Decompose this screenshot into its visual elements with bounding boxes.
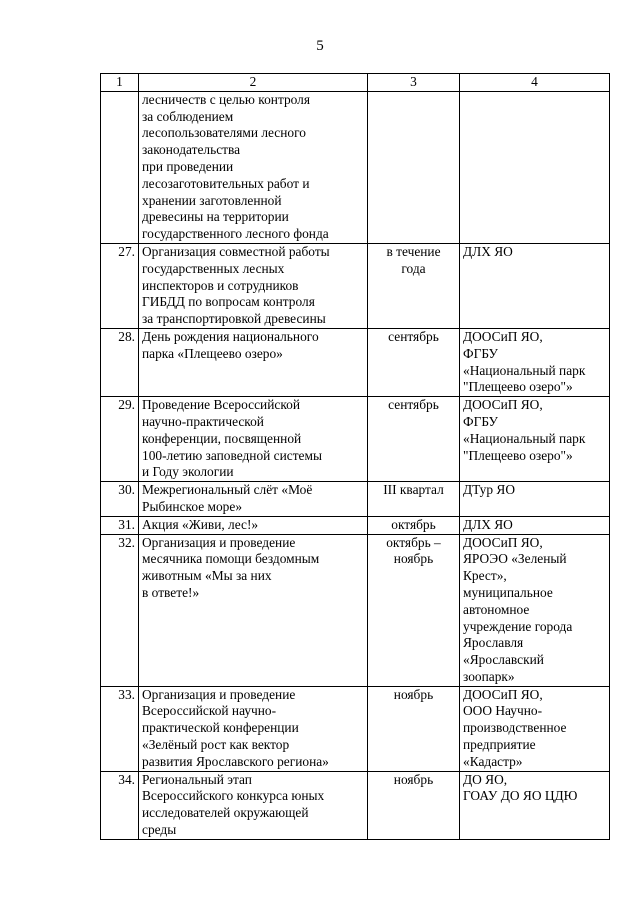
responsible-line: зоопарк» (463, 668, 515, 684)
table-row (101, 686, 610, 771)
event-line: практической конференции (142, 720, 299, 736)
term-line: сентябрь (388, 397, 439, 413)
responsible-line: «Кадастр» (463, 753, 523, 769)
event-line: государственного лесного фонда (142, 226, 329, 242)
term-cell (368, 686, 460, 771)
responsible-line: производственное (463, 720, 567, 736)
event-line: древесины на территории (142, 209, 289, 225)
event-line: при проведении (142, 158, 234, 174)
event-cell (139, 397, 368, 482)
responsible-cell (460, 686, 610, 771)
term-line: сентябрь (388, 328, 439, 344)
event-line: конференции, посвященной (142, 430, 302, 446)
table-header-row (101, 74, 610, 92)
event-cell (139, 771, 368, 839)
event-line: Акция «Живи, лес!» (142, 516, 259, 532)
table-row (101, 91, 610, 243)
event-line: за транспортировкой древесины (142, 311, 326, 327)
responsible-line: «Национальный парк (463, 362, 586, 378)
event-line: научно-практической (142, 413, 264, 429)
term-cell (368, 534, 460, 686)
term-cell (368, 397, 460, 482)
responsible-cell (460, 482, 610, 517)
table-row (101, 771, 610, 839)
table-row (101, 397, 610, 482)
event-line: инспекторов и сотрудников (142, 277, 299, 293)
term-cell (368, 91, 460, 243)
table-row (101, 482, 610, 517)
row-number: 29. (101, 397, 139, 482)
event-cell (139, 328, 368, 396)
event-cell (139, 482, 368, 517)
responsible-line: "Плещеево озеро"» (463, 379, 573, 395)
term-cell (368, 243, 460, 328)
event-line: среды (142, 822, 177, 838)
responsible-line: "Плещеево озеро"» (463, 447, 573, 463)
event-line: лесничеств с целью контроля (142, 91, 311, 107)
events-table (100, 73, 610, 840)
responsible-line: ЯРОЭО «Зеленый (463, 551, 567, 567)
row-number: 34. (101, 771, 139, 839)
table-row (101, 328, 610, 396)
term-line: ноябрь (393, 771, 434, 787)
event-line: Межрегиональный слёт «Моё (142, 482, 313, 498)
responsible-line: ДТур ЯО (463, 482, 515, 498)
responsible-line: ДООСиП ЯО, (463, 686, 543, 702)
table-row (101, 516, 610, 534)
row-number: 28. (101, 328, 139, 396)
table-body (101, 91, 610, 839)
column-header: 4 (460, 74, 610, 92)
responsible-line: ДЛХ ЯО (463, 243, 513, 259)
responsible-cell (460, 534, 610, 686)
term-line: октябрь (391, 516, 436, 532)
responsible-line: «Ярославский (463, 652, 544, 668)
event-line: Организация совместной работы (142, 243, 330, 259)
event-line: Всероссийской научно- (142, 703, 277, 719)
event-line: Организация и проведение (142, 686, 296, 702)
event-line: Региональный этап (142, 771, 252, 787)
responsible-cell (460, 328, 610, 396)
responsible-line: автономное (463, 601, 530, 617)
table-row (101, 243, 610, 328)
responsible-line: ДО ЯО, (463, 771, 508, 787)
event-line: хранении заготовленной (142, 192, 282, 208)
event-line: развития Ярославского региона» (142, 753, 329, 769)
row-number (101, 91, 139, 243)
responsible-line: «Национальный парк (463, 430, 586, 446)
row-number: 33. (101, 686, 139, 771)
term-line: III квартал (383, 482, 444, 498)
term-cell (368, 482, 460, 517)
event-cell (139, 91, 368, 243)
responsible-cell (460, 771, 610, 839)
event-line: 100-летию заповедной системы (142, 447, 322, 463)
event-line: Организация и проведение (142, 534, 296, 550)
event-cell (139, 534, 368, 686)
page-number: 5 (316, 38, 324, 54)
term-cell (368, 328, 460, 396)
event-line: исследователей окружающей (142, 805, 309, 821)
event-line: лесозаготовительных работ и (142, 175, 310, 191)
event-line: животным «Мы за них (142, 568, 272, 584)
term-line: года (401, 260, 426, 276)
event-line: Рыбинское море» (142, 498, 243, 514)
term-line: в течение (386, 243, 441, 259)
event-line: за соблюдением (142, 108, 234, 124)
responsible-line: ДООСиП ЯО, (463, 397, 543, 413)
event-line: День рождения национального (142, 328, 319, 344)
event-line: «Зелёный рост как вектор (142, 737, 290, 753)
responsible-line: ДООСиП ЯО, (463, 534, 543, 550)
table-row (101, 534, 610, 686)
responsible-line: ГОАУ ДО ЯО ЦДЮ (463, 788, 578, 804)
event-cell (139, 686, 368, 771)
term-cell (368, 516, 460, 534)
row-number: 27. (101, 243, 139, 328)
event-line: парка «Плещеево озеро» (142, 345, 283, 361)
event-line: Проведение Всероссийской (142, 397, 301, 413)
term-line: октябрь – (386, 534, 441, 550)
event-line: в ответе!» (142, 584, 200, 600)
term-line: ноябрь (393, 551, 434, 567)
responsible-cell (460, 243, 610, 328)
event-line: законодательства (142, 142, 241, 158)
responsible-line: предприятие (463, 737, 536, 753)
event-cell (139, 516, 368, 534)
row-number: 31. (101, 516, 139, 534)
event-line: месячника помощи бездомным (142, 551, 320, 567)
event-line: ГИБДД по вопросам контроля (142, 294, 315, 310)
event-line: Всероссийского конкурса юных (142, 788, 325, 804)
column-header: 2 (139, 74, 368, 92)
responsible-line: ДООСиП ЯО, (463, 328, 543, 344)
responsible-line: ДЛХ ЯО (463, 516, 513, 532)
responsible-line: ФГБУ (463, 413, 499, 429)
column-header: 3 (368, 74, 460, 92)
term-cell (368, 771, 460, 839)
responsible-line: Крест», (463, 568, 507, 584)
responsible-line: ФГБУ (463, 345, 499, 361)
term-line: ноябрь (393, 686, 434, 702)
responsible-line: муниципальное (463, 584, 553, 600)
responsible-cell (460, 516, 610, 534)
row-number: 30. (101, 482, 139, 517)
event-line: и Году экологии (142, 464, 234, 480)
event-line: лесопользователями лесного (142, 125, 306, 141)
responsible-line: учреждение города (463, 618, 573, 634)
event-cell (139, 243, 368, 328)
responsible-line: ООО Научно- (463, 703, 543, 719)
column-header: 1 (101, 74, 139, 92)
row-number: 32. (101, 534, 139, 686)
responsible-line: Ярославля (463, 635, 524, 651)
event-line: государственных лесных (142, 260, 285, 276)
responsible-cell (460, 91, 610, 243)
responsible-cell (460, 397, 610, 482)
